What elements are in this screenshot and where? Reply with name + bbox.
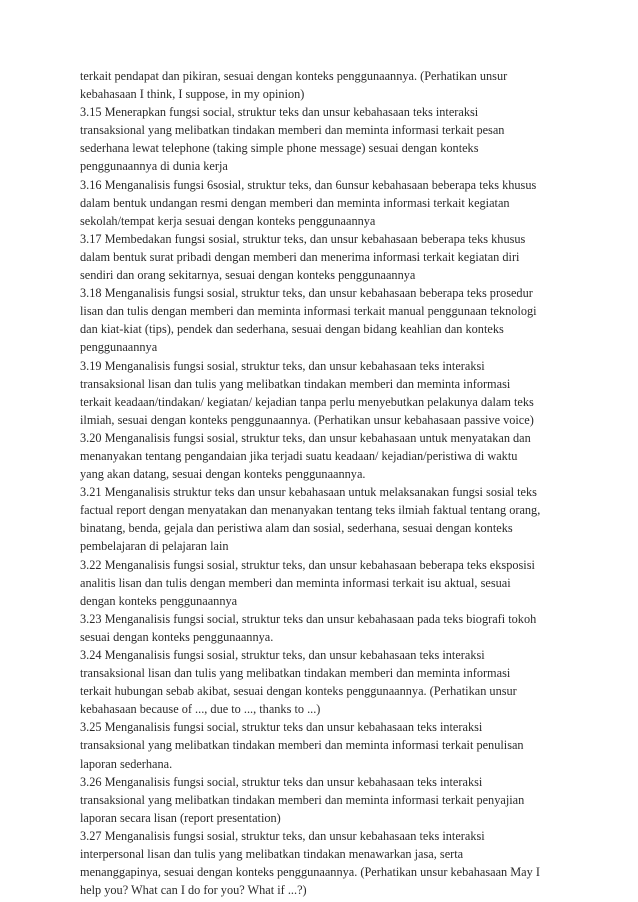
text-line: 3.24 Menganalisis fungsi sosial, struktur teks, dan unsur kebahasaan teks interaksi (80, 648, 485, 662)
text-line: dalam bentuk undangan resmi dengan memberi dan meminta informasi terkait kegiatan (80, 195, 510, 210)
text-line: transaksional lisan dan tulis yang melibatkan tindakan memberi dan meminta informasi (80, 376, 511, 391)
text-line: terkait hubungan sebab akibat, sesuai dengan konteks penggunaannya. (Perhatikan unsur (80, 684, 517, 699)
text-line: sesuai dengan konteks penggunaannya. (80, 629, 274, 644)
text-line: yang akan datang, sesuai dengan konteks penggunaannya. (80, 467, 366, 482)
text-line: terkait pendapat dan pikiran, sesuai dengan konteks penggunaannya. (Perhatikan unsur (80, 69, 508, 83)
text-line: penggunaannya di dunia kerja (80, 159, 228, 174)
document-body-text (80, 67, 570, 899)
text-line: 3.27 Menganalisis fungsi sosial, struktur teks, dan unsur kebahasaan teks interaksi (80, 828, 485, 843)
text-line: 3.20 Menganalisis fungsi sosial, struktur teks, dan unsur kebahasaan untuk menyatakan dan (80, 430, 531, 445)
text-line: kebahasaan because of ..., due to ..., thanks to ...) (80, 702, 321, 717)
text-line: kebahasaan I think, I suppose, in my opinion) (80, 87, 305, 102)
text-line: laporan sederhana. (80, 756, 173, 771)
text-line: lisan dan tulis dengan memberi dan meminta informasi terkait manual penggunaan teknologi (80, 304, 537, 319)
text-line: 3.21 Menganalisis struktur teks dan unsur kebahasaan untuk melaksanakan fungsi sosial teks (80, 485, 537, 500)
text-line: sendiri dan orang sekitarnya, sesuai dengan konteks penggunaannya (80, 268, 416, 283)
text-line: analitis lisan dan tulis dengan memberi dan meminta informasi terkait isu aktual, sesuai (80, 575, 511, 590)
text-line: ilmiah, sesuai dengan konteks penggunaannya. (Perhatikan unsur kebahasaan passive voice) (80, 412, 534, 427)
text-line: dan kiat-kiat (tips), pendek dan sederhana, sesuai dengan bidang keahlian dan konteks (80, 322, 504, 337)
text-line: 3.17 Membedakan fungsi sosial, struktur teks, dan unsur kebahasaan beberapa teks khusus (80, 231, 526, 246)
text-line: 3.25 Menganalisis fungsi social, struktur teks dan unsur kebahasaan teks interaksi (80, 720, 483, 735)
text-line: dengan konteks penggunaannya (80, 593, 238, 608)
text-line: sekolah/tempat kerja sesuai dengan konteks penggunaannya (80, 213, 376, 228)
text-line: 3.15 Menerapkan fungsi social, struktur teks dan unsur kebahasaan teks interaksi (80, 105, 479, 120)
text-line: menanyakan tentang pengandaian jika terjadi suatu keadaan/ kejadian/peristiwa di waktu (80, 448, 518, 463)
text-line: transaksional lisan dan tulis yang melibatkan tindakan memberi dan meminta informasi (80, 666, 511, 681)
text-line: sederhana lewat telephone (taking simple phone message) sesuai dengan konteks (80, 141, 479, 156)
text-line: transaksional yang melibatkan tindakan memberi dan meminta informasi terkait penyajian (80, 792, 525, 807)
text-line: transaksional yang melibatkan tindakan memberi dan meminta informasi terkait pesan (80, 123, 505, 138)
text-line: terkait keadaan/tindakan/ kegiatan/ kejadian tanpa perlu menyebutkan pelakunya dalam teks (80, 394, 534, 409)
text-line: 3.23 Menganalisis fungsi social, struktur teks dan unsur kebahasaan pada teks biografi tokoh (80, 611, 537, 626)
text-line: dalam bentuk surat pribadi dengan memberi dan menerima informasi terkait kegiatan diri (80, 249, 520, 264)
text-line: binatang, benda, gejala dan peristiwa alam dan sosial, sederhana, sesuai dengan konteks (80, 521, 513, 536)
text-line: penggunaannya (80, 340, 158, 355)
text-line: factual report dengan menyatakan dan menanyakan tentang teks ilmiah faktual tentang orang, (80, 503, 541, 518)
text-line: pembelajaran di pelajaran lain (80, 539, 229, 554)
text-line: help you? What can I do for you? What if ...?) (80, 883, 307, 898)
text-line: 3.18 Menganalisis fungsi sosial, struktur teks, dan unsur kebahasaan beberapa teks prosedur (80, 286, 533, 301)
text-line: 3.16 Menganalisis fungsi 6sosial, struktur teks, dan 6unsur kebahasaan beberapa teks khusus (80, 177, 537, 192)
text-line: menanggapinya, sesuai dengan konteks penggunaannya. (Perhatikan unsur kebahasaan May I (80, 865, 540, 880)
text-line: 3.26 Menganalisis fungsi social, struktur teks dan unsur kebahasaan teks interaksi (80, 774, 483, 789)
text-line: 3.22 Menganalisis fungsi sosial, struktur teks, dan unsur kebahasaan beberapa teks eksposisi (80, 557, 535, 572)
text-line: transaksional yang melibatkan tindakan memberi dan meminta informasi terkait penulisan (80, 738, 524, 753)
text-line: 3.19 Menganalisis fungsi sosial, struktur teks, dan unsur kebahasaan teks interaksi (80, 358, 485, 373)
text-line: interpersonal lisan dan tulis yang melibatkan tindakan menawarkan jasa, serta (80, 847, 464, 862)
text-line: laporan secara lisan (report presentation) (80, 810, 281, 825)
